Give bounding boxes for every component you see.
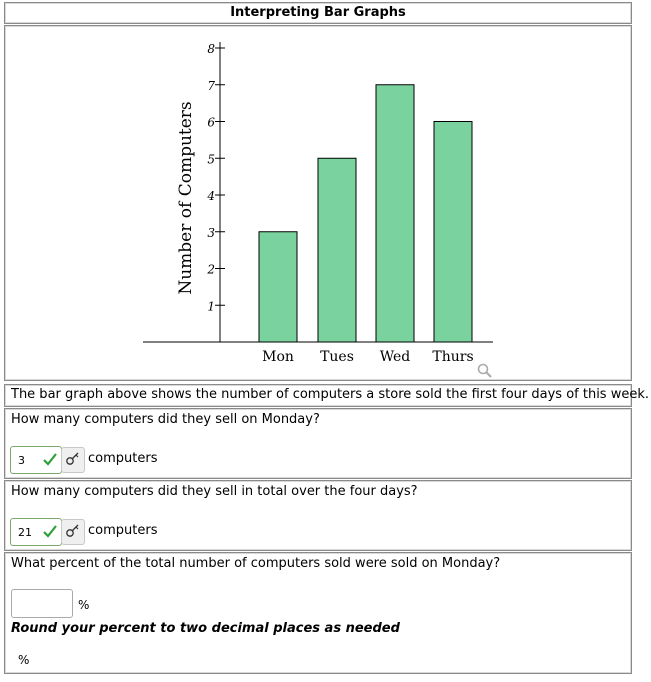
- y-tick-label: 8: [207, 42, 215, 56]
- correct-check-icon: [42, 450, 58, 468]
- answer-2-input[interactable]: [10, 518, 62, 546]
- page-title: Interpreting Bar Graphs: [4, 2, 632, 24]
- y-tick-label: 7: [207, 78, 215, 93]
- bar-chart-panel: [4, 25, 632, 381]
- bar-thurs: [434, 122, 472, 343]
- rounding-note: Round your percent to two decimal places as needed: [11, 621, 400, 636]
- key-button-2[interactable]: [61, 519, 85, 545]
- answer-1-input[interactable]: [10, 446, 62, 474]
- question-1-panel: [4, 408, 632, 479]
- answer-1-unit: computers: [88, 451, 158, 466]
- x-tick-label: Mon: [262, 349, 294, 365]
- footer-unit: %: [18, 653, 30, 667]
- key-icon: [62, 448, 84, 472]
- y-tick-label: 1: [207, 299, 215, 314]
- x-tick-label: Wed: [379, 349, 411, 365]
- x-tick-label: Thurs: [432, 349, 474, 365]
- y-tick-label: 4: [207, 189, 215, 203]
- answer-3-input[interactable]: [11, 589, 73, 618]
- question-3-text: What percent of the total number of computers sold were sold on Monday?: [11, 556, 501, 571]
- bar-mon: [259, 232, 297, 342]
- question-3-panel: [4, 552, 632, 674]
- bar-tues: [318, 158, 356, 342]
- key-button-1[interactable]: [61, 447, 85, 473]
- key-icon: [62, 520, 84, 544]
- correct-check-icon: [42, 522, 58, 540]
- intro-text: The bar graph above shows the number of computers a store sold the first four days of this week.: [11, 387, 649, 402]
- question-2-text: How many computers did they sell in total over the four days?: [11, 484, 418, 499]
- y-tick-label: 5: [207, 152, 215, 167]
- bar-wed: [376, 85, 414, 342]
- bar-chart: [5, 26, 631, 380]
- magnifier-icon[interactable]: [477, 363, 493, 379]
- x-tick-label: Tues: [320, 349, 354, 365]
- y-tick-label: 6: [207, 115, 215, 130]
- y-tick-label: 3: [207, 225, 215, 240]
- answer-1-value: 3: [18, 454, 25, 467]
- answer-2-value: 21: [18, 526, 32, 539]
- intro-panel: [4, 384, 649, 407]
- y-tick-label: 2: [207, 262, 215, 277]
- answer-3-unit: %: [78, 598, 90, 612]
- question-1-text: How many computers did they sell on Monday?: [11, 412, 320, 427]
- y-axis-label: Number of Computers: [176, 101, 196, 295]
- answer-2-unit: computers: [88, 523, 158, 538]
- question-2-panel: [4, 480, 632, 551]
